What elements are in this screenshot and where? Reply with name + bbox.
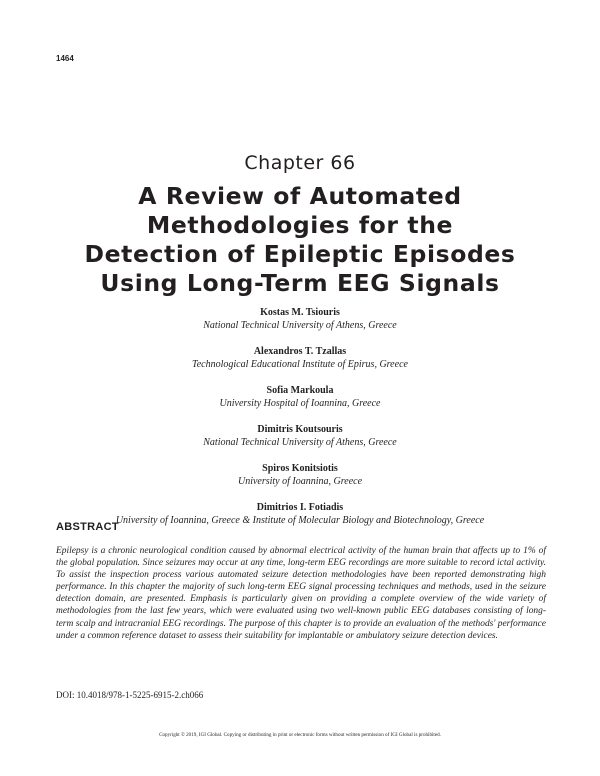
copyright-notice: Copyright © 2019, IGI Global. Copying or distributing in print or electronic forms without written permission of IGI Global is prohibited. — [159, 732, 441, 738]
abstract-text: Epilepsy is a chronic neurological condition caused by abnormal electrical activity of the human brain that affects up to 1% of the global population. Since seizures may occur at any time, long-term EEG recordings are more suitable to record ictal activity. To assist the inspection process various automated seizure detection methodologies have been reported demonstrating high performance. In this chapter the majority of such long-term EEG signal processing techniques and methods, used in the seizure detection domain, are presented. Emphasis is particularly given on providing a complete overview of the wide variety of methodologies from the last few years, which were evaluated using two well-known public EEG databases consisting of long-term scalp and intracranial EEG recordings. The purpose of this chapter is to provide an evaluation of the methods' performance under a common reference dataset to assess their suitability for implantable or ambulatory seizure detection devices. — [56, 546, 546, 641]
author-name: Alexandros T. Tzallas — [253, 346, 347, 357]
author-affiliation: Technological Educational Institute of Epirus, Greece — [192, 359, 408, 370]
title-line: Using Long-Term EEG Signals — [100, 269, 500, 297]
author-entry — [0, 423, 600, 462]
author-affiliation: University Hospital of Ioannina, Greece — [219, 398, 381, 409]
author-entry — [0, 306, 600, 345]
author-affiliation: National Technical University of Athens, Greece — [203, 437, 397, 448]
title-line: A Review of Automated — [138, 182, 462, 210]
author-affiliation: University of Ioannina, Greece — [237, 476, 363, 487]
author-name: Sofia Markoula — [266, 385, 334, 396]
abstract-heading: ABSTRACT — [56, 521, 119, 533]
author-name: Kostas M. Tsiouris — [260, 307, 340, 318]
author-name: Dimitrios I. Fotiadis — [256, 502, 344, 513]
author-list — [0, 306, 600, 540]
doi: DOI: 10.4018/978-1-5225-6915-2.ch066 — [56, 690, 204, 700]
author-entry — [0, 384, 600, 423]
author-name: Spiros Konitsiotis — [262, 463, 338, 474]
title-line: Methodologies for the — [146, 211, 454, 239]
title-line: Detection of Epileptic Episodes — [84, 240, 516, 268]
author-affiliation: National Technical University of Athens, Greece — [203, 320, 397, 331]
author-entry — [0, 345, 600, 384]
chapter-title — [40, 182, 560, 298]
chapter-label: Chapter 66 — [244, 152, 356, 174]
author-affiliation: University of Ioannina, Greece & Institute of Molecular Biology and Biotechnology, Greece — [115, 515, 485, 526]
author-name: Dimitris Koutsouris — [257, 424, 343, 435]
author-entry — [0, 462, 600, 501]
page-number: 1464 — [56, 54, 74, 63]
